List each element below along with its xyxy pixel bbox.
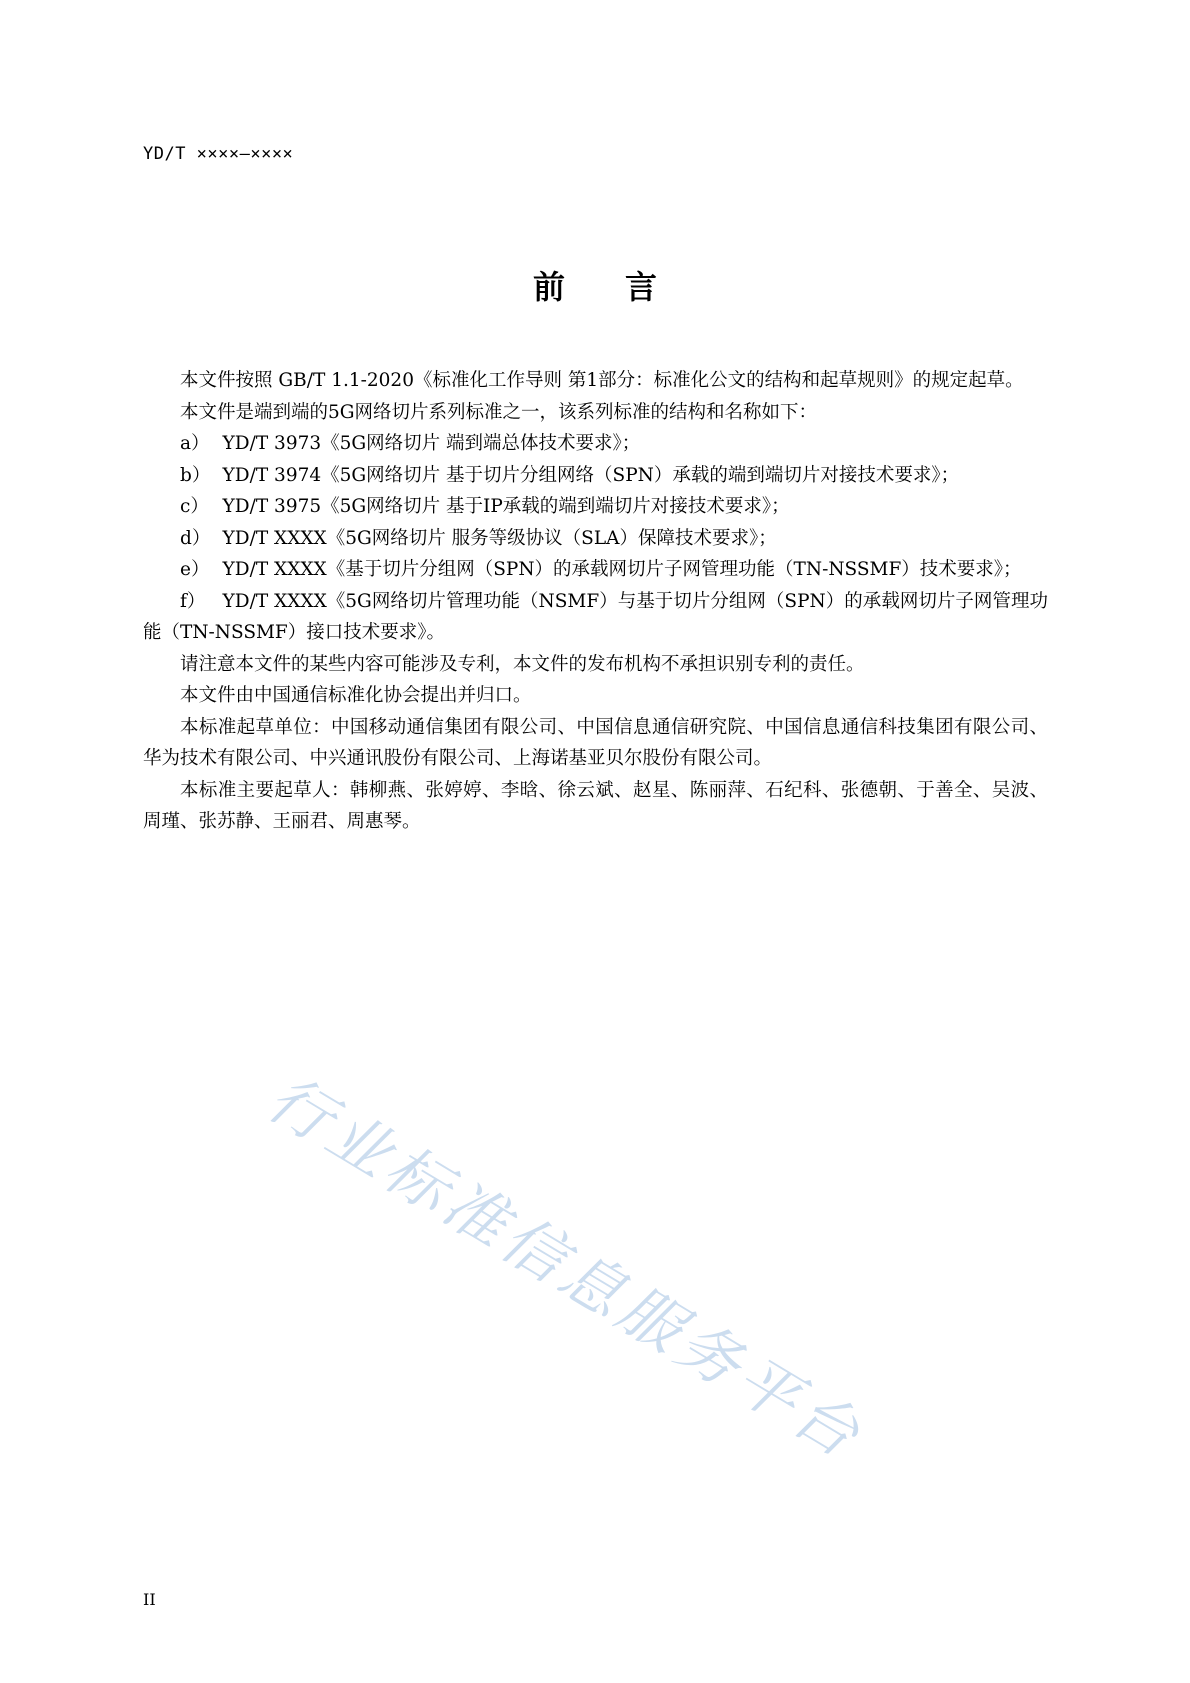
paragraph-patent-notice: 请注意本文件的某些内容可能涉及专利，本文件的发布机构不承担识别专利的责任。: [180, 653, 865, 675]
list-item: [143, 460, 1048, 492]
paragraph-drafting-units: 本标准起草单位：中国移动通信集团有限公司、中国信息通信研究院、中国信息通信科技集团有限公司、华为技术有限公司、中兴通讯股份有限公司、上海诺基亚贝尔股份有限公司。: [143, 716, 1048, 769]
list-item-letter: e）: [180, 559, 210, 580]
list-item: [143, 554, 1048, 586]
foreword-body: [143, 365, 1048, 838]
list-item: [143, 523, 1048, 555]
paragraph-proposer: 本文件由中国通信标准化协会提出并归口。: [180, 685, 532, 706]
list-item-letter: f）: [180, 590, 206, 612]
list-item: [143, 428, 1048, 460]
paragraph-series-intro: 本文件是端到端的5G网络切片系列标准之一，该系列标准的结构和名称如下：: [180, 401, 818, 423]
document-code: YD/T ××××—××××: [143, 144, 294, 164]
watermark: 行业标准信息服务平台: [255, 1061, 877, 1474]
list-item-letter: c）: [180, 496, 209, 517]
paragraph-drafters: 本标准主要起草人：韩柳燕、张婷婷、李晗、徐云斌、赵星、陈丽萍、石纪科、张德朝、于善全、吴波、周瑾、张苏静、王丽君、周惠琴。: [143, 779, 1048, 832]
list-item-letter: b）: [180, 464, 211, 486]
list-item-text: YD/T XXXX《5G网络切片 服务等级协议（SLA）保障技术要求》；: [222, 527, 777, 549]
page-number: II: [143, 1590, 156, 1609]
list-item-text: YD/T 3974《5G网络切片 基于切片分组网络（SPN）承载的端到端切片对接技术要求》；: [222, 464, 960, 486]
list-item-letter: a）: [180, 433, 210, 454]
list-item: [143, 491, 1048, 523]
list-item-text: YD/T 3973《5G网络切片 端到端总体技术要求》；: [222, 433, 641, 454]
list-item: [143, 586, 1048, 649]
list-item-text: YD/T XXXX《基于切片分组网（SPN）的承载网切片子网管理功能（TN-NSSMF）技术要求》；: [222, 559, 1022, 580]
list-item-letter: d）: [180, 527, 211, 549]
paragraph-basis: 本文件按照 GB/T 1.1-2020《标准化工作导则 第1部分：标准化公文的结构和起草规则》的规定起草。: [180, 370, 1024, 391]
list-item-text: YD/T XXXX《5G网络切片管理功能（NSMF）与基于切片分组网（SPN）的承载网切片子网管理功能（TN-NSSMF）接口技术要求》。: [143, 590, 1048, 643]
page-title: 前言: [532, 268, 717, 306]
list-item-text: YD/T 3975《5G网络切片 基于IP承载的端到端切片对接技术要求》；: [222, 496, 790, 517]
